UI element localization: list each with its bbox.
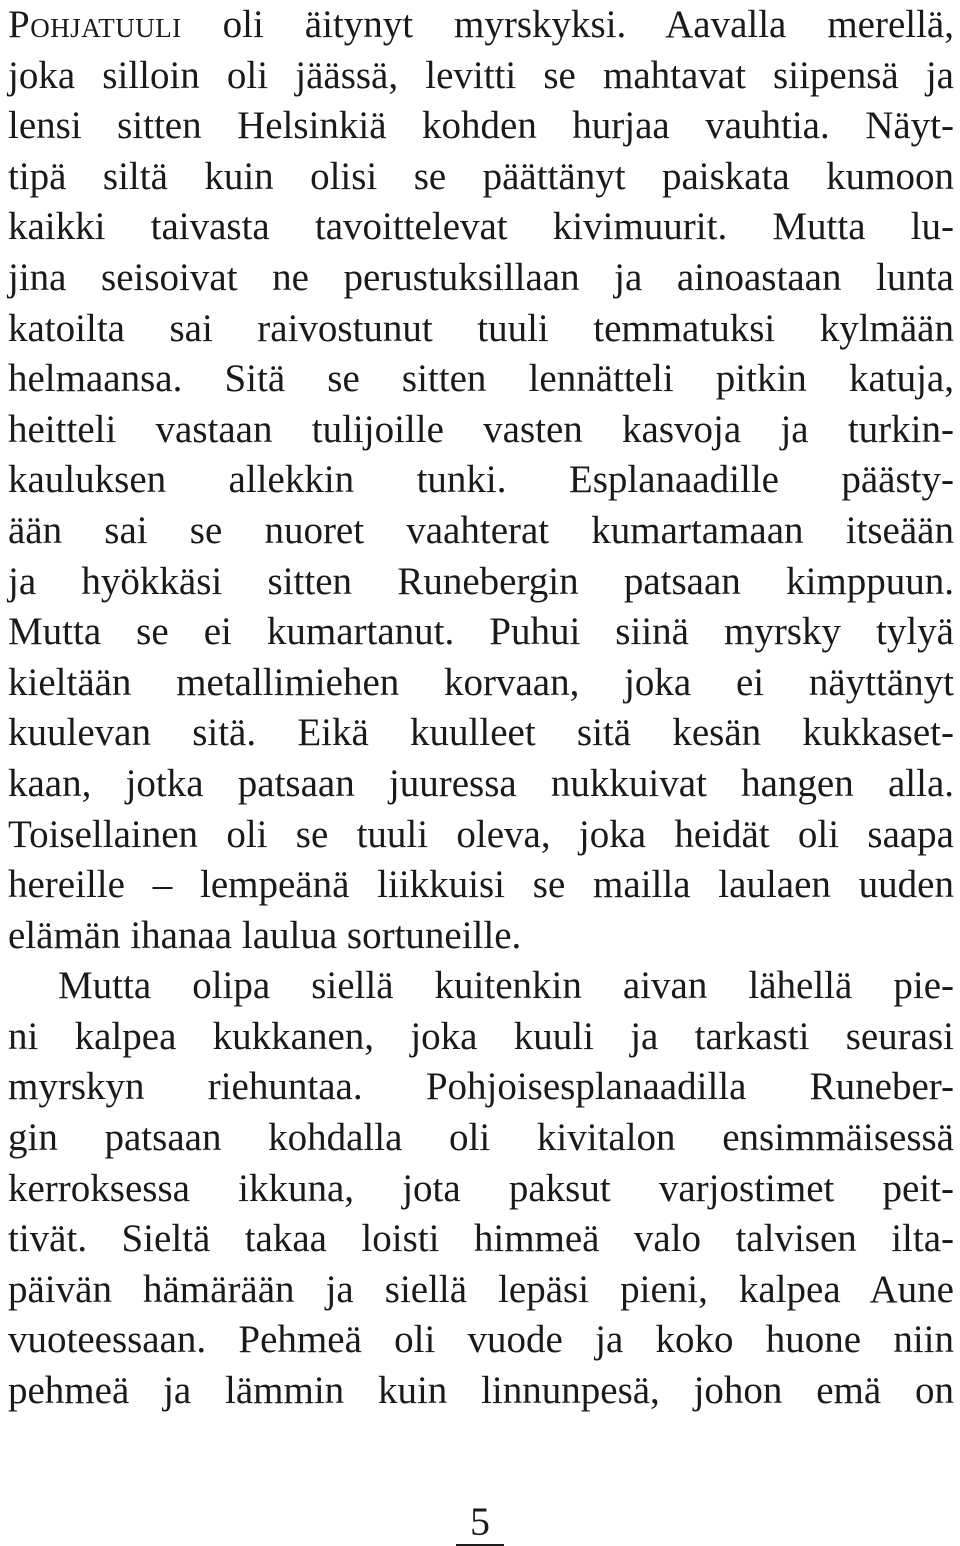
page-number-value: 5 <box>456 1499 504 1546</box>
text-line: Mutta olipa siellä kuitenkin aivan lähellä pie- <box>58 964 954 1008</box>
text-line: kuulevan sitä. Eikä kuulleet sitä kesän kukkaset- <box>8 711 954 755</box>
text-line: kauluksen allekkin tunki. Esplanaadille päästy- <box>8 458 954 502</box>
text-line: kaikki taivasta tavoittelevat kivimuurit. Mutta lu- <box>8 205 954 249</box>
text-line: heitteli vastaan tulijoille vasten kasvoja ja turkin- <box>8 407 954 451</box>
text-line: ni kalpea kukkanen, joka kuuli ja tarkasti seurasi <box>8 1014 954 1058</box>
text-line: pehmeä ja lämmin kuin linnunpesä, johon emä on <box>8 1369 954 1413</box>
text-line: Mutta se ei kumartanut. Puhui siinä myrsky tylyä <box>8 610 954 654</box>
paragraph <box>8 961 954 1416</box>
text-line-rest: oli äitynyt myrskyksi. Aavalla merellä, <box>181 3 954 46</box>
lead-word: Pohjatuuli <box>8 3 182 46</box>
text-line: kerroksessa ikkuna, jota paksut varjostimet peit- <box>8 1166 954 1210</box>
text-line: kieltään metallimiehen korvaan, joka ei näyttänyt <box>8 660 954 704</box>
text-line: lensi sitten Helsinkiä kohden hurjaa vauhtia. Näyt- <box>8 104 954 148</box>
text-line: elämän ihanaa laulua sortuneille. <box>8 913 522 957</box>
text-line: myrskyn riehuntaa. Pohjoisesplanaadilla Runeber- <box>8 1065 954 1109</box>
text-line: Toisellainen oli se tuuli oleva, joka heidät oli saapa <box>8 812 954 856</box>
text-line: vuoteessaan. Pehmeä oli vuode ja koko huone niin <box>8 1318 954 1362</box>
text-line: päivän hämärään ja siellä lepäsi pieni, kalpea Aune <box>8 1267 954 1311</box>
text-line: helmaansa. Sitä se sitten lennätteli pitkin katuja, <box>8 357 954 401</box>
text-line: jina seisoivat ne perustuksillaan ja ainoastaan lunta <box>8 255 954 299</box>
text-line: katoilta sai raivostunut tuuli temmatuksi kylmään <box>8 306 954 350</box>
text-line: hereille – lempeänä liikkuisi se mailla laulaen uuden <box>8 863 954 907</box>
text-line: ja hyökkäsi sitten Runebergin patsaan kimppuun. <box>8 559 954 603</box>
text-line: tivät. Sieltä takaa loisti himmeä valo talvisen ilta- <box>8 1217 954 1261</box>
paragraph <box>8 0 954 961</box>
page-number <box>0 1498 960 1546</box>
text-line <box>8 0 954 51</box>
text-line: joka silloin oli jäässä, levitti se mahtavat siipensä ja <box>8 53 954 97</box>
book-page-text <box>8 0 954 1417</box>
text-line: gin patsaan kohdalla oli kivitalon ensimmäisessä <box>8 1116 954 1160</box>
text-line: kaan, jotka patsaan juuressa nukkuivat hangen alla. <box>8 761 954 805</box>
text-line: ään sai se nuoret vaahterat kumartamaan itseään <box>8 508 954 552</box>
text-line: tipä siltä kuin olisi se päättänyt paiskata kumoon <box>8 154 954 198</box>
